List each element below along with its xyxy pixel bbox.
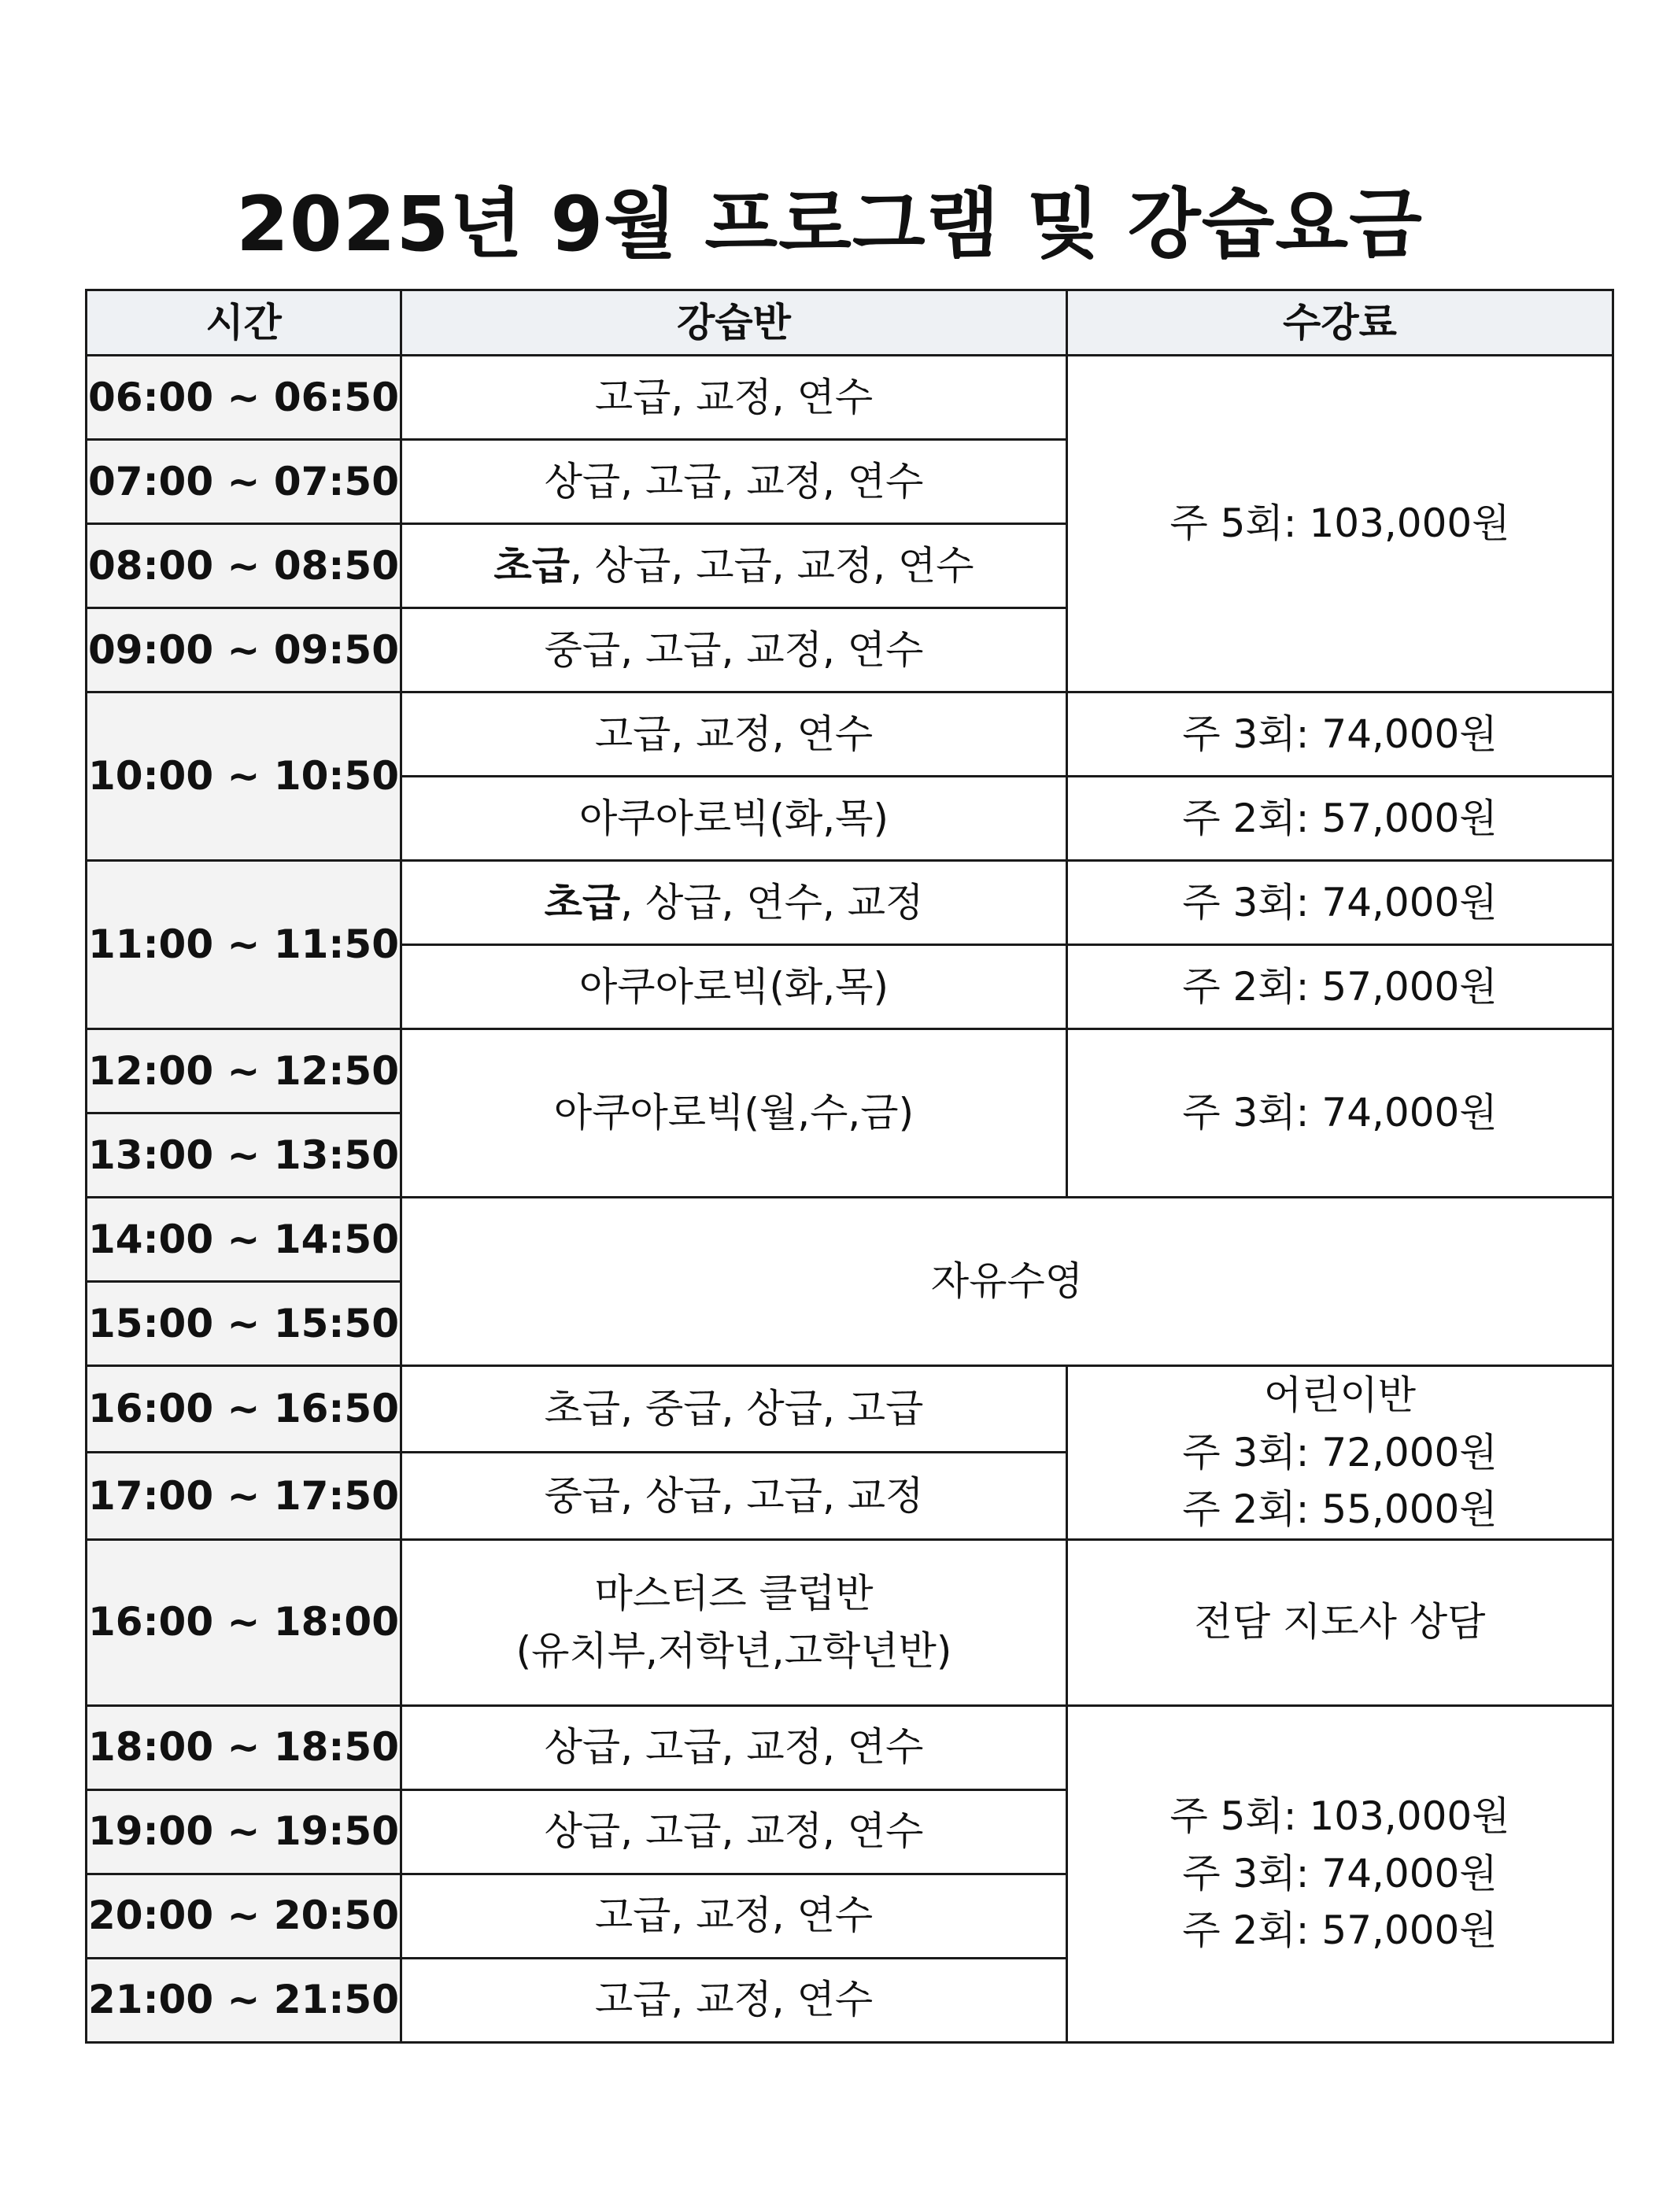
class-cell: 상급, 고급, 교정, 연수 — [401, 440, 1067, 524]
time-cell: 09:00 ~ 09:50 — [87, 608, 401, 692]
page-title: 2025년 9월 프로그램 및 강습요금 — [236, 180, 1423, 268]
class-bold-text: 초급 — [493, 542, 571, 589]
table-row — [87, 692, 1613, 777]
class-cell — [401, 524, 1067, 608]
fee-line: 주 3회: 72,000원 — [1182, 1429, 1498, 1475]
class-cell: 아쿠아로빅(월,수,금) — [401, 1029, 1067, 1198]
free-swim-cell: 자유수영 — [401, 1198, 1613, 1366]
class-cell: 고급, 교정, 연수 — [401, 1958, 1067, 2042]
class-cell — [401, 861, 1067, 945]
class-line: 마스터즈 클럽반 — [594, 1571, 874, 1616]
table-row — [87, 1029, 1613, 1113]
fee-line: 주 3회: 74,000원 — [1182, 1850, 1498, 1896]
fee-cell: 주 2회: 57,000원 — [1067, 777, 1613, 861]
class-line: (유치부,저학년,고학년반) — [515, 1627, 952, 1674]
fee-cell: 주 2회: 57,000원 — [1067, 945, 1613, 1029]
class-text: , 상급, 연수, 교정 — [620, 879, 924, 925]
time-cell: 13:00 ~ 13:50 — [87, 1113, 401, 1198]
time-cell: 10:00 ~ 10:50 — [87, 692, 401, 861]
time-cell: 16:00 ~ 16:50 — [87, 1366, 401, 1453]
evening-fee-cell — [1067, 1705, 1613, 2042]
class-cell: 아쿠아로빅(화,목) — [401, 945, 1067, 1029]
table-row — [87, 1539, 1613, 1705]
fee-cell: 주 3회: 74,000원 — [1067, 692, 1613, 777]
fee-cell: 주 3회: 74,000원 — [1067, 1029, 1613, 1198]
table-row — [87, 1705, 1613, 1789]
table-header-row — [87, 290, 1613, 356]
class-cell: 상급, 고급, 교정, 연수 — [401, 1789, 1067, 1874]
class-cell: 고급, 교정, 연수 — [401, 356, 1067, 440]
time-cell: 20:00 ~ 20:50 — [87, 1874, 401, 1958]
time-cell: 15:00 ~ 15:50 — [87, 1282, 401, 1366]
table-row — [87, 861, 1613, 945]
class-cell: 초급, 중급, 상급, 고급 — [401, 1366, 1067, 1453]
class-cell: 상급, 고급, 교정, 연수 — [401, 1705, 1067, 1789]
fee-cell: 주 3회: 74,000원 — [1067, 861, 1613, 945]
header-time: 시간 — [87, 290, 401, 356]
fee-line: 주 2회: 55,000원 — [1182, 1486, 1498, 1532]
time-cell: 16:00 ~ 18:00 — [87, 1539, 401, 1705]
class-text: , 상급, 고급, 교정, 연수 — [570, 542, 974, 589]
class-bold-text: 초급 — [544, 879, 621, 925]
masters-class-cell — [401, 1539, 1067, 1705]
time-cell: 08:00 ~ 08:50 — [87, 524, 401, 608]
time-cell: 06:00 ~ 06:50 — [87, 356, 401, 440]
time-cell: 11:00 ~ 11:50 — [87, 861, 401, 1029]
fee-cell: 주 5회: 103,000원 — [1067, 356, 1613, 692]
fee-line: 어린이반 — [1263, 1372, 1417, 1418]
class-cell: 중급, 상급, 고급, 교정 — [401, 1453, 1067, 1539]
fee-line: 주 5회: 103,000원 — [1169, 1793, 1510, 1840]
header-class: 강습반 — [401, 290, 1067, 356]
schedule-table — [85, 289, 1614, 2044]
time-cell: 18:00 ~ 18:50 — [87, 1705, 401, 1789]
time-cell: 14:00 ~ 14:50 — [87, 1198, 401, 1282]
class-cell: 고급, 교정, 연수 — [401, 1874, 1067, 1958]
header-fee: 수강료 — [1067, 290, 1613, 356]
time-cell: 19:00 ~ 19:50 — [87, 1789, 401, 1874]
class-cell: 중급, 고급, 교정, 연수 — [401, 608, 1067, 692]
time-cell: 17:00 ~ 17:50 — [87, 1453, 401, 1539]
time-cell: 07:00 ~ 07:50 — [87, 440, 401, 524]
class-cell: 고급, 교정, 연수 — [401, 692, 1067, 777]
table-row — [87, 1198, 1613, 1282]
kids-fee-cell — [1067, 1366, 1613, 1540]
class-cell: 아쿠아로빅(화,목) — [401, 777, 1067, 861]
fee-line: 주 2회: 57,000원 — [1182, 1907, 1498, 1954]
fee-cell: 전담 지도사 상담 — [1067, 1539, 1613, 1705]
time-cell: 12:00 ~ 12:50 — [87, 1029, 401, 1113]
table-row — [87, 356, 1613, 440]
table-row — [87, 1366, 1613, 1453]
time-cell: 21:00 ~ 21:50 — [87, 1958, 401, 2042]
